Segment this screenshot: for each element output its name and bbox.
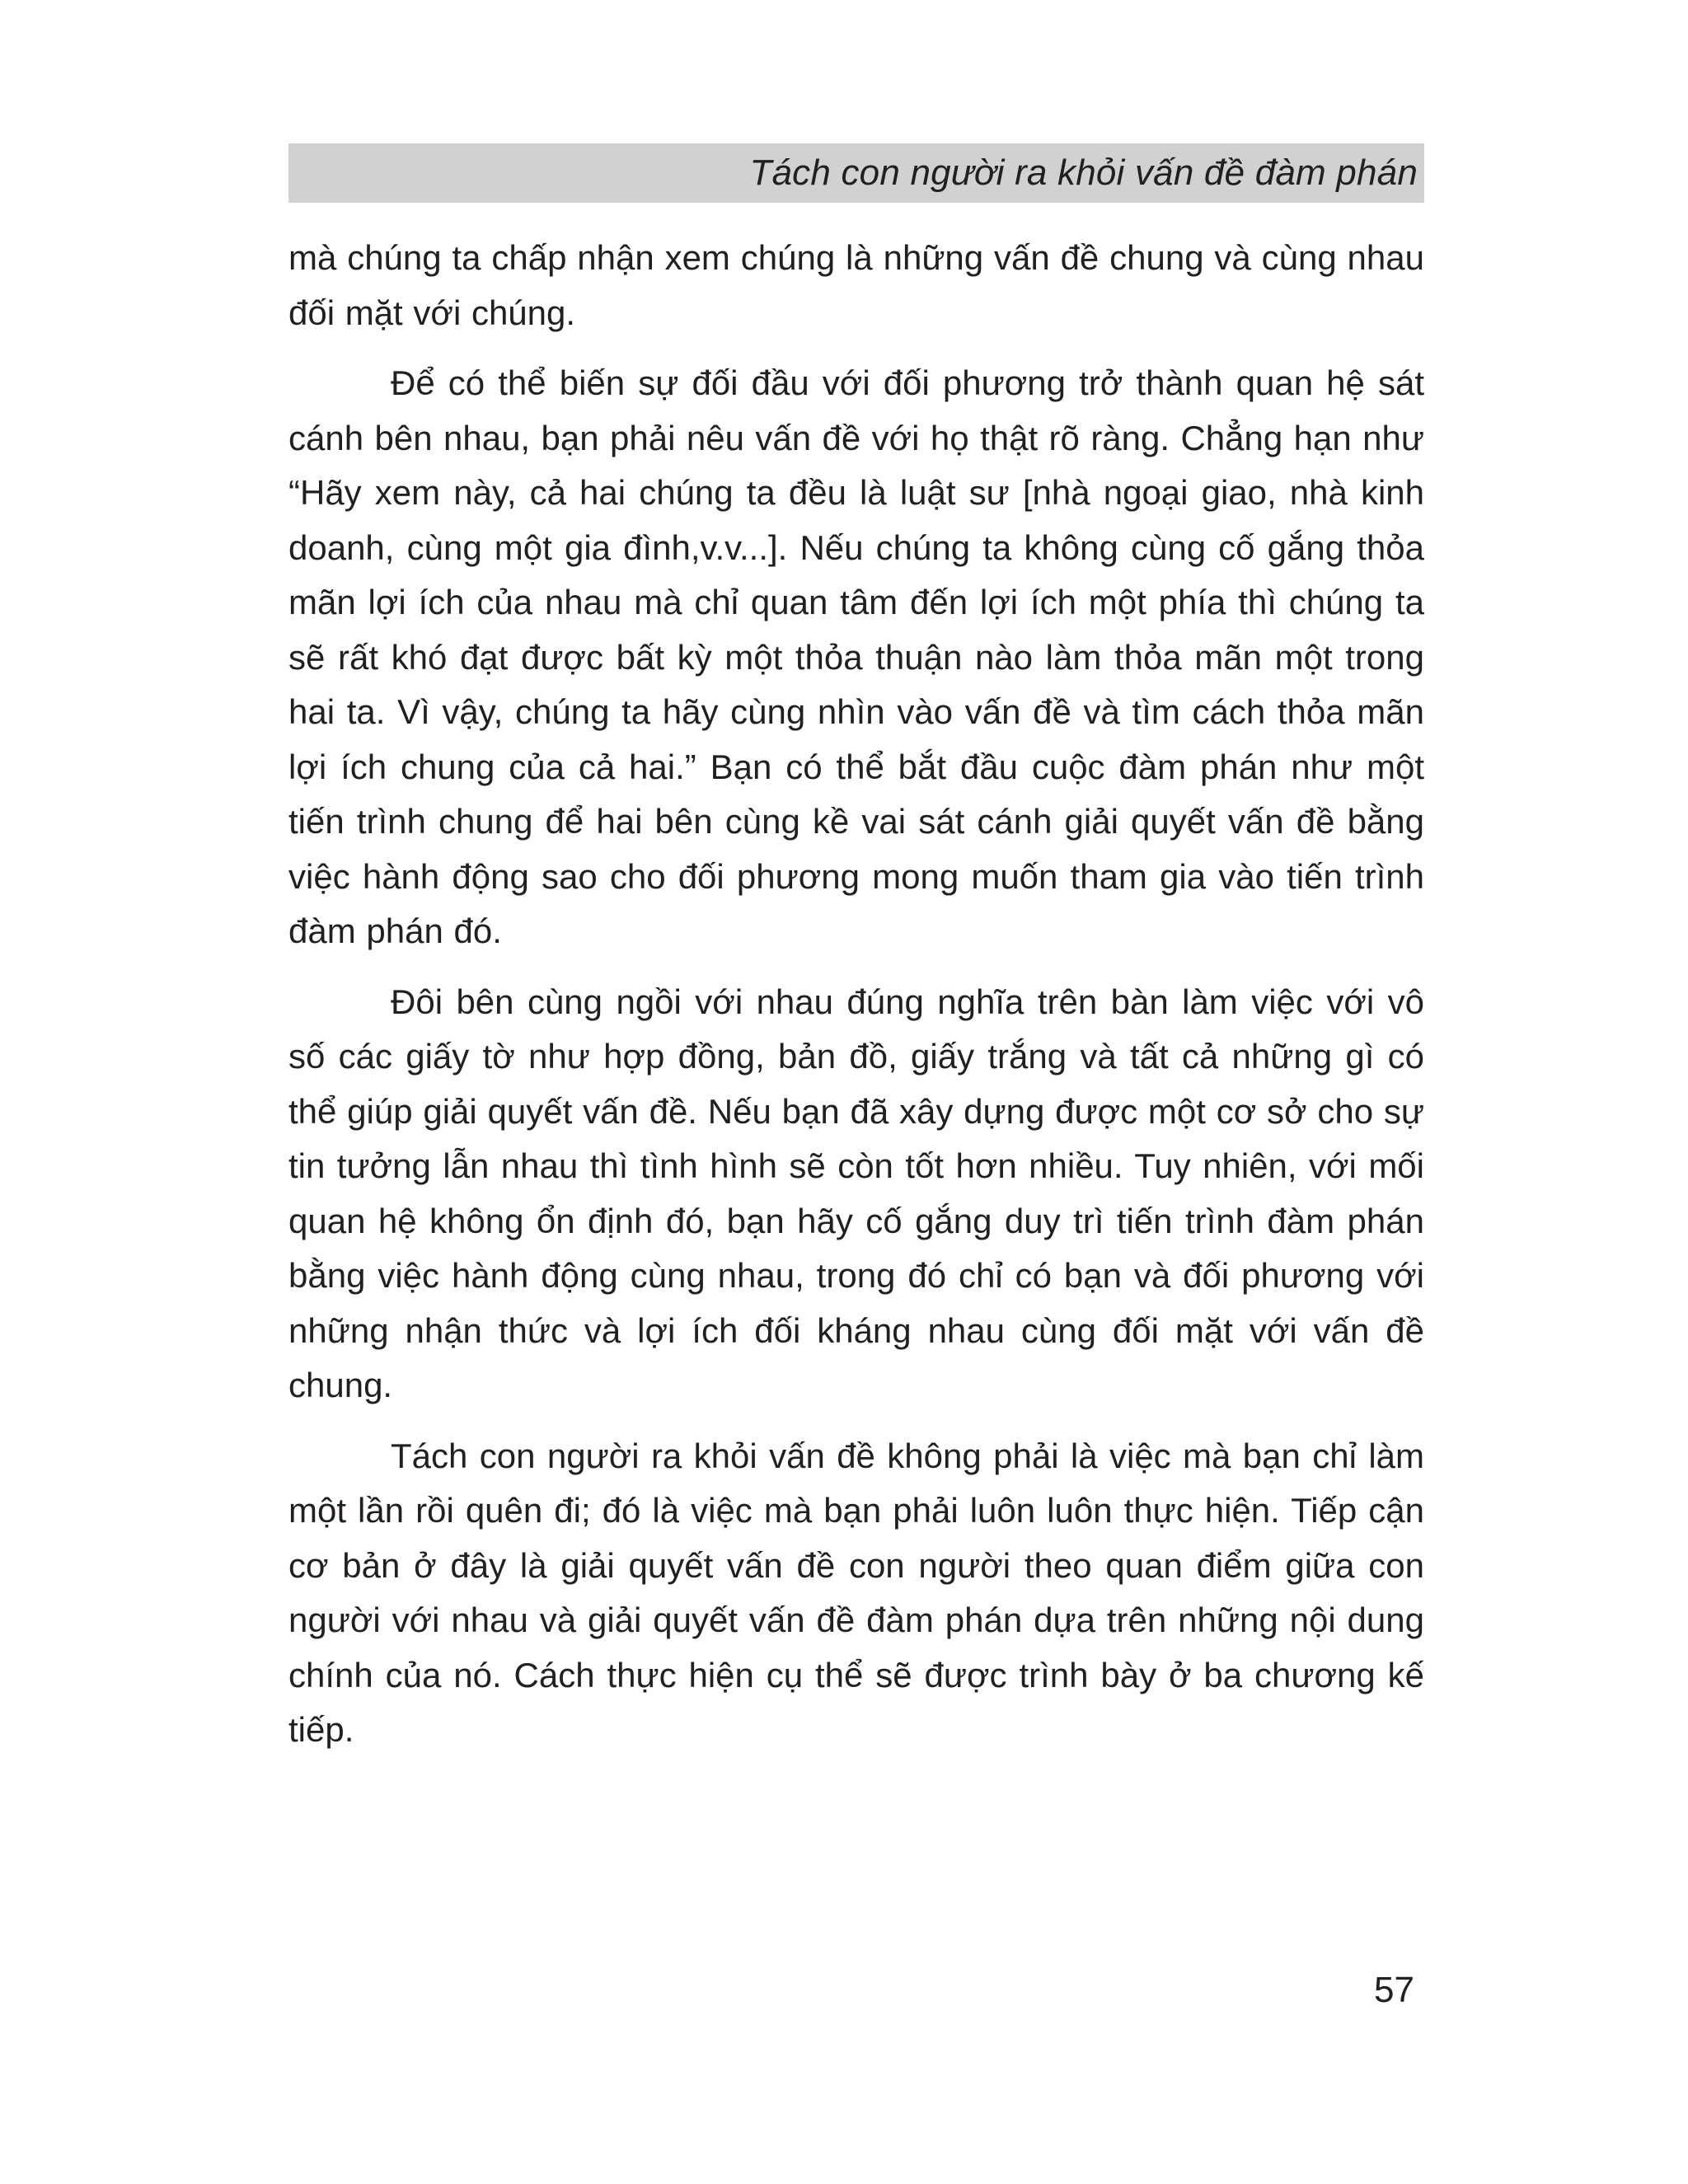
- chapter-title: Tách con người ra khỏi vấn đề đàm phán: [749, 152, 1418, 193]
- paragraph: Để có thể biến sự đối đầu với đối phương trở thành quan hệ sát cánh bên nhau, bạn phải nêu vấn đề với họ thật rõ ràng. Chẳng hạn như “Hãy xem này, cả hai chúng ta đều là luật sư [nhà ngoại giao, nhà kinh doanh, cùng một gia đình,v.v...]. Nếu chúng ta không cùng cố gắng thỏa mãn lợi ích của nhau mà chỉ quan tâm đến lợi ích một phía thì chúng ta sẽ rất khó đạt được bất kỳ một thỏa thuận nào làm thỏa mãn một trong hai ta. Vì vậy, chúng ta hãy cùng nhìn vào vấn đề và tìm cách thỏa mãn lợi ích chung của cả hai.” Bạn có thể bắt đầu cuộc đàm phán như một tiến trình chung để hai bên cùng kề vai sát cánh giải quyết vấn đề bằng việc hành động sao cho đối phương mong muốn tham gia vào tiến trình đàm phán đó.: [288, 363, 1424, 950]
- paragraph: Đôi bên cùng ngồi với nhau đúng nghĩa trên bàn làm việc với vô số các giấy tờ như hợp đồng, bản đồ, giấy trắng và tất cả những gì có thể giúp giải quyết vấn đề. Nếu bạn đã xây dựng được một cơ sở cho sự tin tưởng lẫn nhau thì tình hình sẽ còn tốt hơn nhiều. Tuy nhiên, với mối quan hệ không ổn định đó, bạn hãy cố gắng duy trì tiến trình đàm phán bằng việc hành động cùng nhau, trong đó chỉ có bạn và đối phương với những nhận thức và lợi ích đối kháng nhau cùng đối mặt với vấn đề chung.: [288, 982, 1424, 1404]
- body-text: [288, 231, 1424, 1758]
- paragraph: Tách con người ra khỏi vấn đề không phải là việc mà bạn chỉ làm một lần rồi quên đi; đó là việc mà bạn phải luôn luôn thực hiện. Tiếp cận cơ bản ở đây là giải quyết vấn đề con người theo quan điểm giữa con người với nhau và giải quyết vấn đề đàm phán dựa trên những nội dung chính của nó. Cách thực hiện cụ thể sẽ được trình bày ở ba chương kế tiếp.: [288, 1436, 1424, 1749]
- paragraph-continued: mà chúng ta chấp nhận xem chúng là những vấn đề chung và cùng nhau đối mặt với chúng.: [288, 238, 1424, 332]
- running-header: [288, 143, 1424, 203]
- page-number: 57: [1374, 1970, 1414, 2010]
